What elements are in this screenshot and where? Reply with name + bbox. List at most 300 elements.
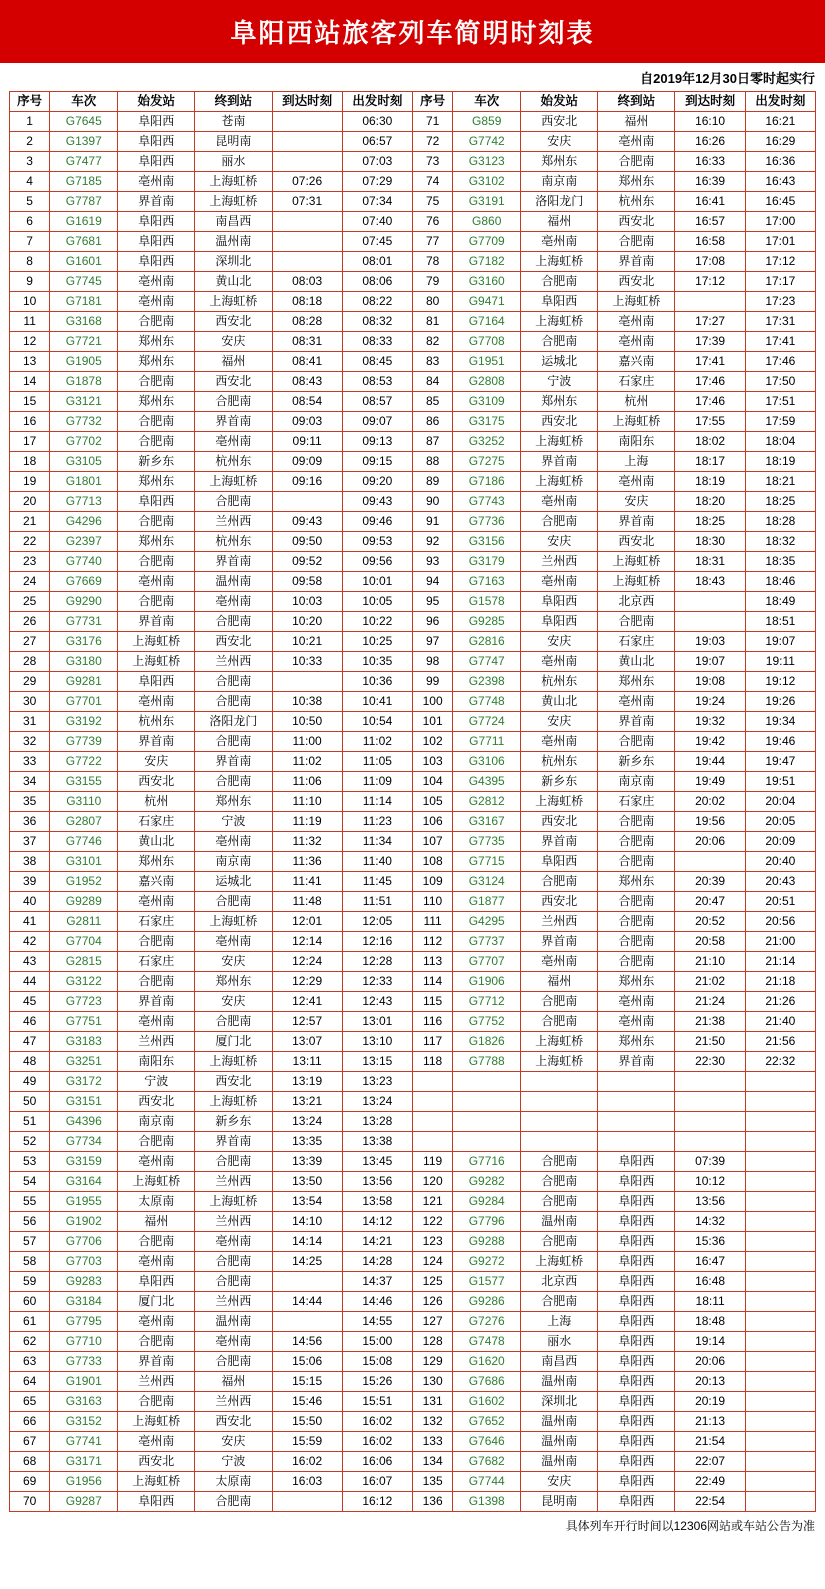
cell-arr-left: 12:24	[272, 952, 342, 972]
cell-from-right: 上海虹桥	[521, 1032, 598, 1052]
cell-from-right: 上海虹桥	[521, 792, 598, 812]
cell-arr-left: 13:35	[272, 1132, 342, 1152]
cell-dep-right: 19:47	[745, 752, 815, 772]
cell-train-left: G7734	[50, 1132, 118, 1152]
cell-to-right: 郑州东	[598, 872, 675, 892]
cell-train-right: G1951	[453, 352, 521, 372]
cell-train-right: G7707	[453, 952, 521, 972]
col-to-left: 终到站	[195, 92, 272, 112]
cell-arr-right: 16:41	[675, 192, 745, 212]
cell-from-right	[521, 1132, 598, 1152]
cell-seq-left: 54	[10, 1172, 50, 1192]
cell-arr-right: 16:39	[675, 172, 745, 192]
cell-train-right: G3160	[453, 272, 521, 292]
cell-dep-left: 15:00	[342, 1332, 412, 1352]
cell-seq-left: 62	[10, 1332, 50, 1352]
cell-seq-left: 46	[10, 1012, 50, 1032]
cell-to-right: 南京南	[598, 772, 675, 792]
cell-seq-right: 110	[412, 892, 452, 912]
cell-train-right: G4295	[453, 912, 521, 932]
cell-train-left: G7746	[50, 832, 118, 852]
cell-arr-left	[272, 1312, 342, 1332]
cell-dep-left: 12:16	[342, 932, 412, 952]
cell-dep-right	[745, 1252, 815, 1272]
col-from-left: 始发站	[118, 92, 195, 112]
cell-seq-left: 53	[10, 1152, 50, 1172]
cell-dep-left: 10:36	[342, 672, 412, 692]
cell-arr-right: 16:47	[675, 1252, 745, 1272]
cell-arr-right: 19:24	[675, 692, 745, 712]
table-row	[10, 1092, 816, 1112]
cell-arr-right: 20:58	[675, 932, 745, 952]
cell-dep-right	[745, 1152, 815, 1172]
cell-dep-left: 13:15	[342, 1052, 412, 1072]
cell-from-right: 上海虹桥	[521, 312, 598, 332]
cell-to-left: 运城北	[195, 872, 272, 892]
cell-to-right: 西安北	[598, 272, 675, 292]
cell-from-left: 阜阳西	[118, 112, 195, 132]
cell-dep-right: 20:09	[745, 832, 815, 852]
cell-seq-left: 60	[10, 1292, 50, 1312]
cell-from-right: 上海虹桥	[521, 252, 598, 272]
cell-train-right: G7712	[453, 992, 521, 1012]
table-row	[10, 892, 816, 912]
cell-arr-right: 20:19	[675, 1392, 745, 1412]
cell-seq-right: 111	[412, 912, 452, 932]
cell-from-right: 亳州南	[521, 652, 598, 672]
cell-from-left: 西安北	[118, 1452, 195, 1472]
table-row	[10, 1132, 816, 1152]
cell-arr-right: 16:48	[675, 1272, 745, 1292]
cell-from-right: 界首南	[521, 932, 598, 952]
cell-from-right	[521, 1112, 598, 1132]
cell-to-right: 石家庄	[598, 792, 675, 812]
cell-seq-left: 22	[10, 532, 50, 552]
cell-from-left: 合肥南	[118, 1392, 195, 1412]
cell-seq-right: 125	[412, 1272, 452, 1292]
cell-arr-left: 13:21	[272, 1092, 342, 1112]
cell-seq-left: 29	[10, 672, 50, 692]
cell-dep-left: 15:26	[342, 1372, 412, 1392]
cell-dep-right: 20:51	[745, 892, 815, 912]
cell-arr-left: 11:06	[272, 772, 342, 792]
cell-from-left: 西安北	[118, 772, 195, 792]
cell-arr-left: 12:41	[272, 992, 342, 1012]
cell-to-left: 合肥南	[195, 732, 272, 752]
cell-from-right: 亳州南	[521, 232, 598, 252]
cell-seq-right: 102	[412, 732, 452, 752]
cell-seq-left: 3	[10, 152, 50, 172]
cell-seq-right: 119	[412, 1152, 452, 1172]
cell-from-left: 阜阳西	[118, 232, 195, 252]
cell-train-right: G859	[453, 112, 521, 132]
cell-from-left: 亳州南	[118, 172, 195, 192]
cell-to-right: 阜阳西	[598, 1232, 675, 1252]
cell-seq-right: 127	[412, 1312, 452, 1332]
cell-from-left: 阜阳西	[118, 492, 195, 512]
cell-arr-left: 15:46	[272, 1392, 342, 1412]
cell-from-left: 兰州西	[118, 1372, 195, 1392]
col-arrive-left: 到达时刻	[272, 92, 342, 112]
cell-dep-left: 14:21	[342, 1232, 412, 1252]
cell-arr-left: 08:41	[272, 352, 342, 372]
cell-dep-right	[745, 1472, 815, 1492]
cell-to-left: 杭州东	[195, 532, 272, 552]
cell-from-right: 安庆	[521, 132, 598, 152]
cell-arr-left: 12:29	[272, 972, 342, 992]
cell-dep-left: 13:23	[342, 1072, 412, 1092]
cell-seq-right: 104	[412, 772, 452, 792]
cell-from-left: 郑州东	[118, 532, 195, 552]
cell-to-left: 西安北	[195, 632, 272, 652]
cell-from-right: 西安北	[521, 112, 598, 132]
cell-from-right: 杭州东	[521, 672, 598, 692]
cell-from-right: 温州南	[521, 1412, 598, 1432]
table-row	[10, 992, 816, 1012]
table-row	[10, 852, 816, 872]
cell-to-left: 合肥南	[195, 492, 272, 512]
cell-dep-right	[745, 1452, 815, 1472]
cell-from-left: 郑州东	[118, 852, 195, 872]
cell-train-left: G7721	[50, 332, 118, 352]
cell-dep-right: 19:34	[745, 712, 815, 732]
cell-to-right: 亳州南	[598, 1012, 675, 1032]
cell-from-right: 运城北	[521, 352, 598, 372]
cell-arr-right: 21:24	[675, 992, 745, 1012]
cell-seq-right: 129	[412, 1352, 452, 1372]
cell-dep-right: 16:21	[745, 112, 815, 132]
cell-from-right: 安庆	[521, 632, 598, 652]
cell-arr-right: 15:36	[675, 1232, 745, 1252]
cell-from-right: 上海虹桥	[521, 1252, 598, 1272]
cell-from-right: 合肥南	[521, 992, 598, 1012]
cell-from-left: 合肥南	[118, 312, 195, 332]
cell-from-left: 界首南	[118, 1352, 195, 1372]
cell-dep-right: 18:21	[745, 472, 815, 492]
cell-dep-right: 17:50	[745, 372, 815, 392]
cell-seq-left: 35	[10, 792, 50, 812]
cell-dep-left: 07:29	[342, 172, 412, 192]
cell-to-right: 亳州南	[598, 132, 675, 152]
cell-seq-right: 114	[412, 972, 452, 992]
cell-from-right: 亳州南	[521, 952, 598, 972]
cell-to-right: 西安北	[598, 532, 675, 552]
cell-to-left: 郑州东	[195, 972, 272, 992]
cell-seq-right: 79	[412, 272, 452, 292]
cell-dep-right: 20:40	[745, 852, 815, 872]
cell-seq-right	[412, 1132, 452, 1152]
cell-dep-left: 10:41	[342, 692, 412, 712]
cell-to-right	[598, 1092, 675, 1112]
cell-arr-right: 22:07	[675, 1452, 745, 1472]
cell-seq-right: 121	[412, 1192, 452, 1212]
cell-train-right: G3252	[453, 432, 521, 452]
cell-arr-left: 14:56	[272, 1332, 342, 1352]
cell-dep-right: 21:00	[745, 932, 815, 952]
cell-arr-right: 19:07	[675, 652, 745, 672]
cell-arr-right: 16:10	[675, 112, 745, 132]
cell-arr-left: 11:00	[272, 732, 342, 752]
cell-arr-left	[272, 672, 342, 692]
cell-train-right: G7742	[453, 132, 521, 152]
cell-train-right: G7743	[453, 492, 521, 512]
cell-arr-right: 13:56	[675, 1192, 745, 1212]
col-depart-right: 出发时刻	[745, 92, 815, 112]
cell-to-left: 界首南	[195, 412, 272, 432]
cell-from-right: 合肥南	[521, 1292, 598, 1312]
cell-train-right: G7788	[453, 1052, 521, 1072]
cell-seq-left: 25	[10, 592, 50, 612]
cell-to-right: 亳州南	[598, 332, 675, 352]
cell-dep-right: 18:32	[745, 532, 815, 552]
cell-from-left: 亳州南	[118, 1432, 195, 1452]
cell-arr-left: 13:11	[272, 1052, 342, 1072]
table-row	[10, 1112, 816, 1132]
cell-dep-left: 12:33	[342, 972, 412, 992]
cell-arr-left: 15:50	[272, 1412, 342, 1432]
cell-train-right: G1577	[453, 1272, 521, 1292]
cell-arr-right: 19:49	[675, 772, 745, 792]
cell-seq-left: 1	[10, 112, 50, 132]
cell-arr-left: 12:57	[272, 1012, 342, 1032]
cell-train-left: G7740	[50, 552, 118, 572]
cell-train-left: G1801	[50, 472, 118, 492]
cell-to-left: 合肥南	[195, 1352, 272, 1372]
cell-to-right: 亳州南	[598, 992, 675, 1012]
cell-from-left: 阜阳西	[118, 672, 195, 692]
cell-train-right: G9284	[453, 1192, 521, 1212]
cell-to-right: 阜阳西	[598, 1192, 675, 1212]
cell-train-left: G3184	[50, 1292, 118, 1312]
cell-seq-right: 130	[412, 1372, 452, 1392]
cell-train-left: G7713	[50, 492, 118, 512]
cell-train-right: G7711	[453, 732, 521, 752]
cell-dep-left: 08:53	[342, 372, 412, 392]
cell-dep-right: 17:46	[745, 352, 815, 372]
cell-seq-left: 21	[10, 512, 50, 532]
cell-from-left: 上海虹桥	[118, 1472, 195, 1492]
cell-to-left: 杭州东	[195, 452, 272, 472]
cell-from-left: 新乡东	[118, 452, 195, 472]
cell-train-left: G3151	[50, 1092, 118, 1112]
cell-seq-left: 70	[10, 1492, 50, 1512]
cell-train-right	[453, 1112, 521, 1132]
cell-arr-right: 18:20	[675, 492, 745, 512]
cell-train-left: G3172	[50, 1072, 118, 1092]
cell-seq-left: 61	[10, 1312, 50, 1332]
cell-train-right: G1578	[453, 592, 521, 612]
cell-train-left: G9287	[50, 1492, 118, 1512]
cell-arr-right: 18:02	[675, 432, 745, 452]
cell-from-left: 合肥南	[118, 432, 195, 452]
cell-to-left: 兰州西	[195, 652, 272, 672]
table-row	[10, 152, 816, 172]
timetable	[9, 91, 816, 1512]
cell-to-right: 阜阳西	[598, 1252, 675, 1272]
cell-to-right: 杭州	[598, 392, 675, 412]
cell-seq-left: 6	[10, 212, 50, 232]
cell-to-left: 温州南	[195, 1312, 272, 1332]
cell-from-right: 南京南	[521, 172, 598, 192]
cell-from-left: 合肥南	[118, 372, 195, 392]
table-row	[10, 652, 816, 672]
cell-seq-right: 120	[412, 1172, 452, 1192]
cell-to-right: 合肥南	[598, 152, 675, 172]
table-row	[10, 1172, 816, 1192]
cell-to-left: 亳州南	[195, 592, 272, 612]
cell-dep-left: 11:45	[342, 872, 412, 892]
cell-from-left: 亳州南	[118, 892, 195, 912]
table-row	[10, 1052, 816, 1072]
cell-arr-left: 10:50	[272, 712, 342, 732]
cell-to-left: 苍南	[195, 112, 272, 132]
table-row	[10, 1352, 816, 1372]
cell-from-right: 郑州东	[521, 392, 598, 412]
cell-dep-left: 12:05	[342, 912, 412, 932]
cell-from-left: 嘉兴南	[118, 872, 195, 892]
cell-to-left: 福州	[195, 352, 272, 372]
cell-seq-left: 16	[10, 412, 50, 432]
cell-from-left: 亳州南	[118, 1312, 195, 1332]
cell-to-left: 合肥南	[195, 1272, 272, 1292]
cell-seq-right: 122	[412, 1212, 452, 1232]
cell-arr-right: 21:38	[675, 1012, 745, 1032]
cell-train-right: G7276	[453, 1312, 521, 1332]
cell-to-right: 阜阳西	[598, 1152, 675, 1172]
cell-arr-left	[272, 112, 342, 132]
page-title: 阜阳西站旅客列车简明时刻表	[0, 0, 825, 63]
cell-to-right: 阜阳西	[598, 1432, 675, 1452]
cell-train-left: G7645	[50, 112, 118, 132]
cell-train-left: G1397	[50, 132, 118, 152]
cell-to-right: 阜阳西	[598, 1172, 675, 1192]
cell-train-right: G7478	[453, 1332, 521, 1352]
cell-from-right: 昆明南	[521, 1492, 598, 1512]
cell-from-left: 上海虹桥	[118, 652, 195, 672]
cell-arr-right: 17:41	[675, 352, 745, 372]
cell-dep-right	[745, 1492, 815, 1512]
cell-dep-right	[745, 1412, 815, 1432]
cell-from-right: 兰州西	[521, 912, 598, 932]
cell-arr-left: 09:03	[272, 412, 342, 432]
cell-train-right: G7686	[453, 1372, 521, 1392]
cell-arr-right: 16:57	[675, 212, 745, 232]
cell-dep-left: 10:54	[342, 712, 412, 732]
cell-seq-left: 12	[10, 332, 50, 352]
cell-dep-left: 13:38	[342, 1132, 412, 1152]
cell-to-left: 合肥南	[195, 672, 272, 692]
cell-to-right: 黄山北	[598, 652, 675, 672]
cell-train-right: G1877	[453, 892, 521, 912]
table-row	[10, 612, 816, 632]
cell-seq-right: 89	[412, 472, 452, 492]
cell-to-right: 北京西	[598, 592, 675, 612]
cell-seq-right: 97	[412, 632, 452, 652]
cell-from-right: 西安北	[521, 812, 598, 832]
cell-dep-left: 08:33	[342, 332, 412, 352]
cell-train-right: G3191	[453, 192, 521, 212]
cell-train-left: G7751	[50, 1012, 118, 1032]
cell-from-right: 福州	[521, 972, 598, 992]
cell-to-left: 亳州南	[195, 932, 272, 952]
cell-arr-left: 13:54	[272, 1192, 342, 1212]
cell-train-right: G860	[453, 212, 521, 232]
cell-train-left: G4396	[50, 1112, 118, 1132]
cell-seq-left: 8	[10, 252, 50, 272]
cell-train-left: G2397	[50, 532, 118, 552]
cell-dep-right	[745, 1232, 815, 1252]
cell-arr-left: 16:03	[272, 1472, 342, 1492]
cell-train-left: G1619	[50, 212, 118, 232]
cell-train-left: G7795	[50, 1312, 118, 1332]
cell-dep-right	[745, 1312, 815, 1332]
table-row	[10, 872, 816, 892]
cell-to-left: 南昌西	[195, 212, 272, 232]
cell-dep-left: 08:01	[342, 252, 412, 272]
table-row	[10, 512, 816, 532]
cell-seq-left: 31	[10, 712, 50, 732]
cell-to-left: 昆明南	[195, 132, 272, 152]
cell-seq-right: 107	[412, 832, 452, 852]
cell-seq-left: 26	[10, 612, 50, 632]
cell-from-left: 黄山北	[118, 832, 195, 852]
cell-arr-left	[272, 1272, 342, 1292]
cell-seq-left: 34	[10, 772, 50, 792]
table-row	[10, 1492, 816, 1512]
cell-dep-left: 16:12	[342, 1492, 412, 1512]
table-row	[10, 312, 816, 332]
cell-train-left: G7745	[50, 272, 118, 292]
cell-arr-right: 19:32	[675, 712, 745, 732]
cell-dep-left: 15:51	[342, 1392, 412, 1412]
cell-dep-left: 12:43	[342, 992, 412, 1012]
cell-train-right: G1826	[453, 1032, 521, 1052]
cell-from-right: 合肥南	[521, 1192, 598, 1212]
cell-to-left: 亳州南	[195, 832, 272, 852]
cell-seq-left: 44	[10, 972, 50, 992]
cell-dep-right	[745, 1372, 815, 1392]
cell-seq-right: 94	[412, 572, 452, 592]
cell-seq-left: 58	[10, 1252, 50, 1272]
cell-to-left: 亳州南	[195, 432, 272, 452]
cell-from-left: 合肥南	[118, 512, 195, 532]
cell-arr-left: 13:07	[272, 1032, 342, 1052]
cell-train-right: G7709	[453, 232, 521, 252]
cell-dep-left: 13:45	[342, 1152, 412, 1172]
cell-dep-left: 16:02	[342, 1412, 412, 1432]
cell-seq-right: 117	[412, 1032, 452, 1052]
cell-from-right: 合肥南	[521, 332, 598, 352]
cell-to-right: 阜阳西	[598, 1212, 675, 1232]
cell-arr-left: 08:03	[272, 272, 342, 292]
cell-to-right: 南阳东	[598, 432, 675, 452]
cell-from-right: 亳州南	[521, 732, 598, 752]
cell-seq-left: 41	[10, 912, 50, 932]
cell-from-right: 阜阳西	[521, 592, 598, 612]
cell-seq-left: 11	[10, 312, 50, 332]
cell-from-left: 南阳东	[118, 1052, 195, 1072]
table-row	[10, 1032, 816, 1052]
cell-arr-left: 09:58	[272, 572, 342, 592]
cell-arr-right: 20:52	[675, 912, 745, 932]
cell-dep-right: 19:46	[745, 732, 815, 752]
cell-train-left: G2815	[50, 952, 118, 972]
cell-arr-right: 21:54	[675, 1432, 745, 1452]
cell-to-left: 合肥南	[195, 772, 272, 792]
cell-from-left: 兰州西	[118, 1032, 195, 1052]
cell-seq-right: 95	[412, 592, 452, 612]
cell-dep-right: 21:56	[745, 1032, 815, 1052]
